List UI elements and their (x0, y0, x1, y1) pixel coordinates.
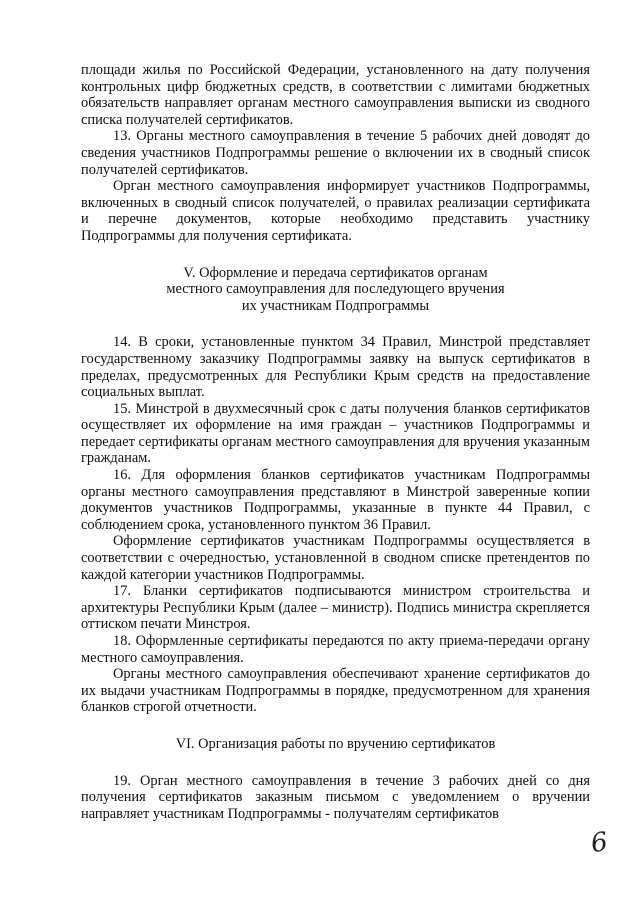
paragraph-19: 19. Орган местного самоуправления в течение 3 рабочих дней со дня получения сертификатов заказным письмом с уведомлением о вручении направляет участникам Подпрограммы - получателям сертификатов (81, 772, 590, 822)
section-5-heading (81, 265, 590, 315)
heading-line: VI. Организация работы по вручению сертификатов (175, 735, 496, 752)
section-6-heading (81, 736, 590, 753)
paragraph-13-info: Орган местного самоуправления информирует участников Подпрограммы, включенных в сводный список получателей, о правилах реализации сертификата и перечне документов, которые необходимо представить участнику Подпрограммы для получения сертификата. (81, 178, 590, 244)
paragraph-18-storage: Органы местного самоуправления обеспечивают хранение сертификатов до их выдачи участникам Подпрограммы в порядке, предусмотренном для хранения бланков строгой отчетности. (81, 666, 590, 716)
paragraph-continuation: площади жилья по Российской Федерации, установленного на дату получения контрольных цифр бюджетных средств, в соответствии с лимитами бюджетных обязательств направляет органам местного самоуправления выписки из сводного списка получателей сертификатов. (81, 62, 590, 128)
heading-line: их участникам Подпрограммы (241, 297, 430, 314)
section-6-body (81, 773, 590, 823)
section-5-body (81, 334, 590, 716)
paragraph-14: 14. В сроки, установленные пунктом 34 Правил, Минстрой представляет государственному заказчику Подпрограммы заявку на выпуск сертификатов в пределах, предусмотренных для Республики Крым средств на предоставление социальных выплат. (81, 334, 590, 401)
page-number: 6 (588, 826, 610, 860)
heading-line: местного самоуправления для последующего вручения (166, 281, 505, 298)
paragraph-15: 15. Минстрой в двухмесячный срок с даты получения бланков сертификатов осуществляет их оформление на имя граждан – участников Подпрограммы и передает сертификаты органам местного самоуправления для вручения указанным гражданам. (81, 400, 590, 467)
paragraph-16: 16. Для оформления бланков сертификатов участникам Подпрограммы органы местного самоуправления представляют в Минстрой заверенные копии документов участников Подпрограммы, указанные в пункте 44 Правил, с соблюдением срока, установленного пунктом 36 Правил. (81, 467, 590, 533)
paragraph-13: 13. Органы местного самоуправления в течение 5 рабочих дней доводят до сведения участников Подпрограммы решение о включении их в сводный список получателей сертификатов. (81, 128, 590, 178)
paragraph-17: 17. Бланки сертификатов подписываются министром строительства и архитектуры Республики Крым (далее – министр). Подпись министра скрепляется оттиском печати Минстроя. (81, 583, 590, 633)
top-paragraphs (81, 62, 590, 245)
paragraph-18: 18. Оформленные сертификаты передаются по акту приема-передачи органу местного самоуправления. (81, 633, 590, 666)
heading-line: V. Оформление и передача сертификатов органам (183, 264, 488, 281)
paragraph-16-order: Оформление сертификатов участникам Подпрограммы осуществляется в соответствии с очередностью, установленной в сводном списке претендентов по каждой категории участников Подпрограммы. (81, 533, 590, 583)
